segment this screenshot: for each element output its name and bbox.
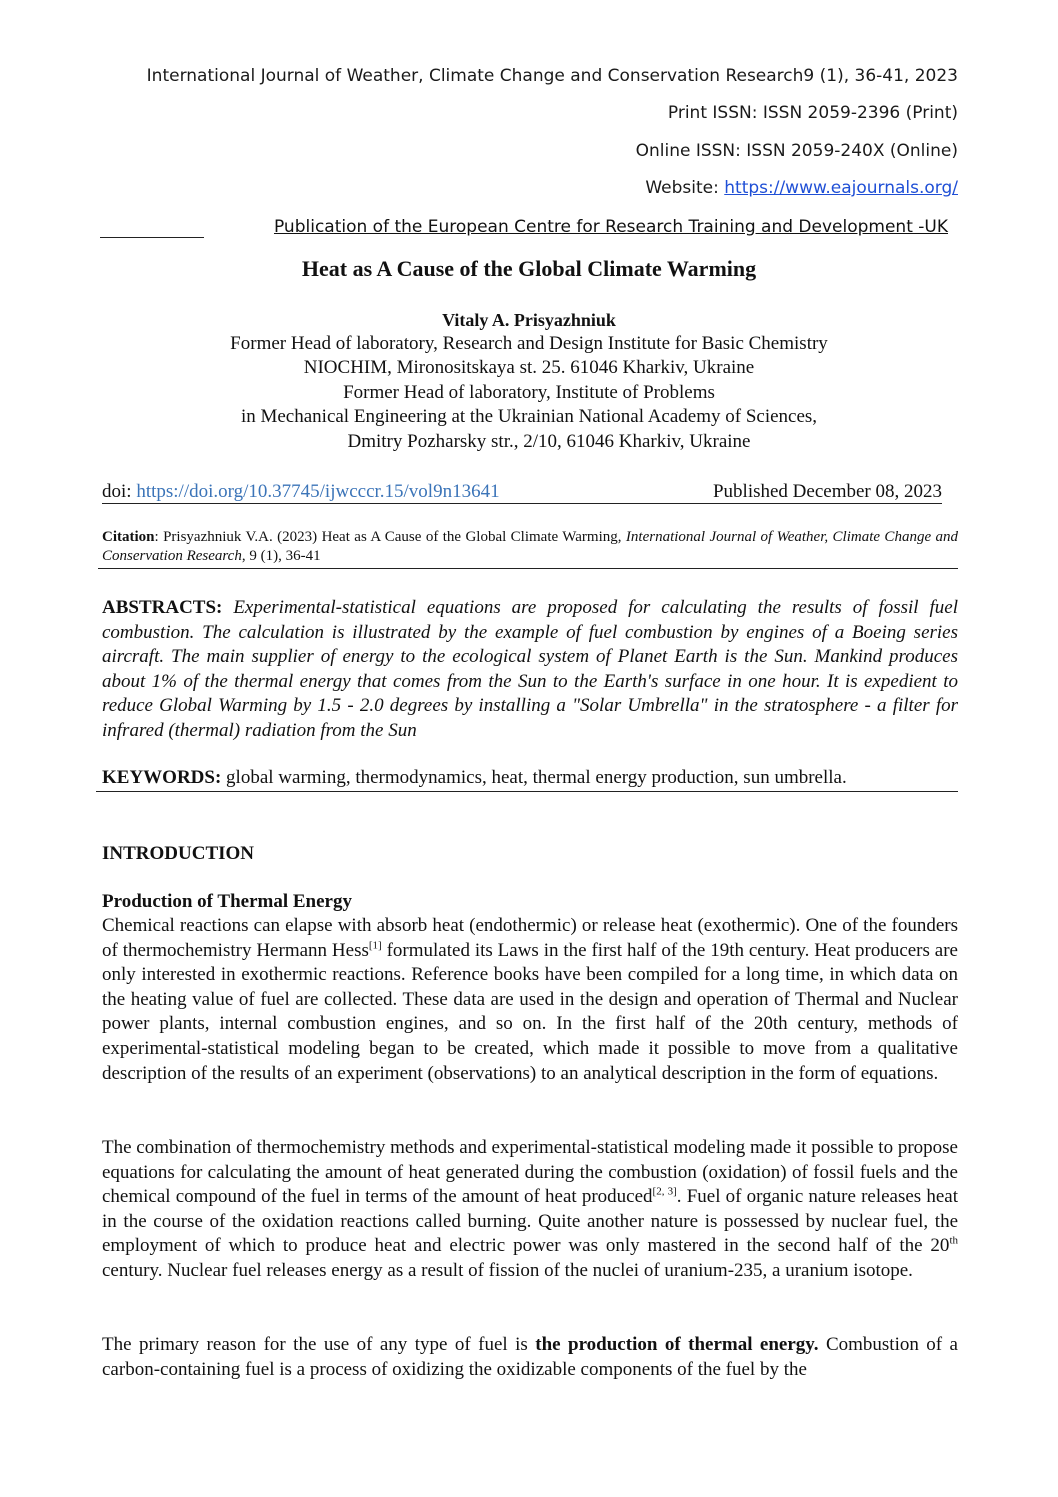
affiliation-line: Former Head of laboratory, Institute of Problems <box>343 382 715 403</box>
citation-text: Prisyazhniuk V.A. (2023) Heat as A Cause of the Global Climate Warming, <box>163 529 626 545</box>
citation-rule <box>98 568 958 569</box>
published-date: Published December 08, 2023 <box>712 481 942 502</box>
affiliation-line: NIOCHIM, Mironositskaya st. 25. 61046 Kharkiv, Ukraine <box>303 357 755 378</box>
paragraph-text: Combustion of a carbon-containing fuel is a process of oxidizing the oxidizable components of the fuel by the <box>102 1334 958 1380</box>
paragraph-text: century. Nuclear fuel releases energy as a result of fission of the nuclei of uranium-235, a uranium isotope. <box>102 1259 913 1281</box>
paragraph-text: . Fuel of organic nature releases heat in the course of the oxidation reactions called burning. Quite another nature is possessed by nuclear fuel, the employment of which to produce heat and electric power was only mastered in the second half of the 20 <box>102 1186 959 1257</box>
citation <box>102 528 958 566</box>
emphasis-text: the production of thermal energy. <box>535 1334 819 1355</box>
paragraph-text: The combination of thermochemistry methods and experimental-statistical modeling made it possible to propose equations for calculating the amount of heat generated during the combustion (oxidation) of fossil fuels and the chemical compound of the fuel in terms of the amount of heat produced <box>102 1137 958 1208</box>
publication-text: Publication of the European Centre for Research Training and Development -UK <box>273 217 948 237</box>
website-label: Website: <box>645 178 725 198</box>
paragraph <box>102 914 958 1086</box>
article-title: Heat as A Cause of the Global Climate Warming <box>301 256 757 281</box>
citation-label: Citation <box>102 529 155 545</box>
paragraph <box>102 1136 958 1284</box>
abstract <box>102 596 958 744</box>
paragraph <box>102 1333 958 1382</box>
website-line <box>645 178 958 198</box>
doi-label: doi: <box>102 481 137 502</box>
online-issn: Online ISSN: ISSN 2059-240X (Online) <box>635 141 958 161</box>
keywords-label: KEYWORDS: <box>102 767 222 788</box>
keywords <box>102 766 958 790</box>
paragraph-text: formulated its Laws in the first half of the 19th century. Heat producers are only interested in exothermic reactions. Reference books have been compiled for a long time, in which data on the heating value of fuel are collected. These data are used in the design and operation of Thermal and Nuclear power plants, internal combustion engines, and so on. In the first half of the 20th century, methods of experimental-statistical modeling began to be created, which made it possible to move from a qualitative description of the results of an experiment (observations) to an analytical description in the form of equations. <box>102 939 958 1084</box>
affiliation-line: Dmitry Pozharsky str., 2/10, 61046 Kharkiv, Ukraine <box>347 431 751 452</box>
paragraph-text: Chemical reactions can elapse with absorb heat (endothermic) or release heat (exothermic). One of the founders of thermochemistry Hermann Hess <box>102 915 958 961</box>
publication-line <box>100 217 948 239</box>
affiliation-line: Former Head of laboratory, Research and Design Institute for Basic Chemistry <box>230 333 828 354</box>
ordinal-suffix: th <box>949 1235 958 1248</box>
website-link[interactable]: https://www.eajournals.org/ <box>724 178 958 198</box>
author-name: Vitaly A. Prisyazhniuk <box>442 310 616 330</box>
keywords-text: global warming, thermodynamics, heat, thermal energy production, sun umbrella. <box>226 767 847 788</box>
reference-mark[interactable]: [2, 3] <box>652 1185 677 1198</box>
doi-link[interactable]: https://doi.org/10.37745/ijwcccr.15/vol9n13641 <box>136 481 500 502</box>
header-rule <box>100 237 204 238</box>
journal-line: International Journal of Weather, Climate Change and Conservation Research9 (1), 36-41, 2023 <box>146 66 958 86</box>
reference-mark[interactable]: [1] <box>368 939 382 952</box>
keywords-rule <box>96 791 958 792</box>
citation-colon: : <box>154 529 164 545</box>
citation-journal: International Journal of Weather, Climate Change and Conservation Research <box>102 529 959 564</box>
print-issn: Print ISSN: ISSN 2059-2396 (Print) <box>667 103 958 123</box>
abstract-label: ABSTRACTS: <box>102 597 223 618</box>
abstract-text: Experimental-statistical equations are proposed for calculating the results of fossil fuel combustion. The calculation is illustrated by the example of fuel combustion by engines of a Boeing series aircraft. The main supplier of energy to the ecological system of Planet Earth is the Sun. Mankind produces about 1% of the thermal energy that comes from the Sun to the Earth's surface in one hour. It is expedient to reduce Global Warming by 1.5 - 2.0 degrees by installing a "Solar Umbrella" in the stratosphere - a filter for infrared (thermal) radiation from the Sun <box>102 597 958 741</box>
subsection-heading: Production of Thermal Energy <box>102 891 352 912</box>
doi-line <box>102 480 500 504</box>
doi-rule <box>102 503 942 504</box>
section-heading: INTRODUCTION <box>102 843 255 864</box>
citation-tail: , 9 (1), 36-41 <box>241 548 321 564</box>
paragraph-text: The primary reason for the use of any type of fuel is <box>102 1334 536 1355</box>
affiliation-line: in Mechanical Engineering at the Ukrainian National Academy of Sciences, <box>240 406 818 427</box>
